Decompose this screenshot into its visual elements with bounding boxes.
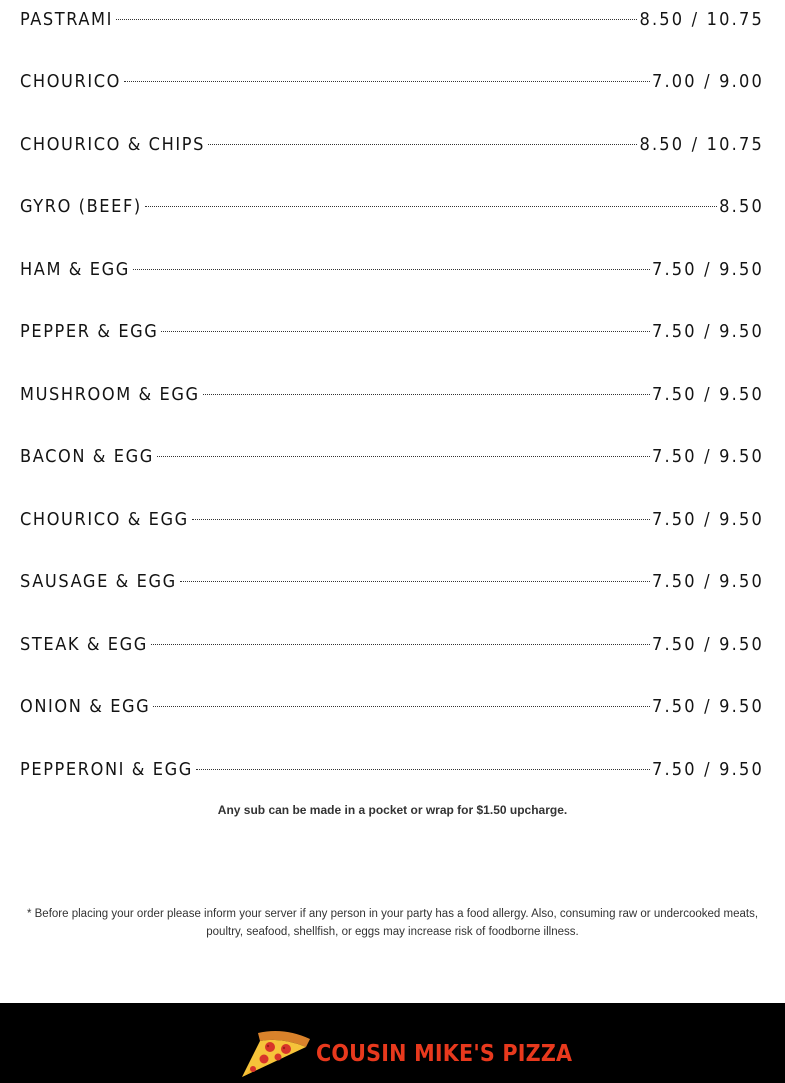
menu-item-mushroom-egg	[20, 380, 764, 410]
footer	[0, 1003, 785, 1083]
dotted-leader	[196, 768, 650, 770]
item-name: PEPPERONI & EGG	[20, 759, 193, 780]
item-price: 8.50 / 10.75	[639, 134, 764, 155]
item-name: CHOURICO & EGG	[20, 509, 189, 530]
dotted-leader	[161, 330, 650, 332]
item-name: GYRO (BEEF)	[20, 196, 142, 217]
item-name: BACON & EGG	[20, 446, 154, 467]
dotted-leader	[153, 705, 650, 707]
item-name: HAM & EGG	[20, 259, 130, 280]
item-price: 7.50 / 9.50	[651, 759, 764, 780]
brand-name: COUSIN MIKE'S PIZZA	[316, 1041, 573, 1067]
item-price: 7.00 / 9.00	[651, 71, 764, 92]
pizza-slice-icon	[240, 1029, 312, 1079]
item-name: ONION & EGG	[20, 696, 151, 717]
dotted-leader	[133, 268, 650, 270]
menu-item-pepper-egg	[20, 317, 764, 347]
item-price: 8.50	[719, 196, 764, 217]
menu-item-sausage-egg	[20, 567, 764, 597]
brand-logo[interactable]	[240, 1029, 572, 1079]
menu-item-ham-egg	[20, 255, 764, 285]
menu-item-onion-egg	[20, 692, 764, 722]
item-name: SAUSAGE & EGG	[20, 571, 177, 592]
menu-item-bacon-egg	[20, 442, 764, 472]
dotted-leader	[124, 80, 650, 82]
allergy-disclaimer: * Before placing your order please inform your server if any person in your party has a food allergy. Also, consuming raw or undercooked meats, poultry, seafood, shellfish, or eggs may increase risk of foodborne illness.	[26, 908, 759, 938]
item-price: 7.50 / 9.50	[651, 446, 764, 467]
item-name: STEAK & EGG	[20, 634, 148, 655]
dotted-leader	[157, 455, 650, 457]
item-name: CHOURICO & CHIPS	[20, 134, 205, 155]
dotted-leader	[180, 580, 650, 582]
menu-item-chourico-chips	[20, 130, 764, 160]
dotted-leader	[145, 205, 717, 207]
menu-item-steak-egg	[20, 630, 764, 660]
menu-item-chourico	[20, 67, 764, 97]
item-price: 7.50 / 9.50	[651, 571, 764, 592]
dotted-leader	[116, 18, 637, 20]
item-name: PASTRAMI	[20, 9, 114, 30]
menu-item-pepperoni-egg	[20, 755, 764, 785]
item-price: 7.50 / 9.50	[651, 696, 764, 717]
item-price: 7.50 / 9.50	[651, 321, 764, 342]
dotted-leader	[151, 643, 650, 645]
item-price: 7.50 / 9.50	[651, 259, 764, 280]
item-price: 7.50 / 9.50	[651, 384, 764, 405]
upcharge-note: Any sub can be made in a pocket or wrap for $1.50 upcharge.	[217, 803, 568, 817]
dotted-leader	[208, 143, 637, 145]
item-name: MUSHROOM & EGG	[20, 384, 200, 405]
item-price: 7.50 / 9.50	[651, 509, 764, 530]
item-name: PEPPER & EGG	[20, 321, 159, 342]
menu-item-pastrami	[20, 5, 764, 35]
dotted-leader	[192, 518, 650, 520]
item-price: 7.50 / 9.50	[651, 634, 764, 655]
item-price: 8.50 / 10.75	[639, 9, 764, 30]
dotted-leader	[203, 393, 650, 395]
item-name: CHOURICO	[20, 71, 121, 92]
menu-item-gyro-beef	[20, 192, 764, 222]
menu-item-chourico-egg	[20, 505, 764, 535]
